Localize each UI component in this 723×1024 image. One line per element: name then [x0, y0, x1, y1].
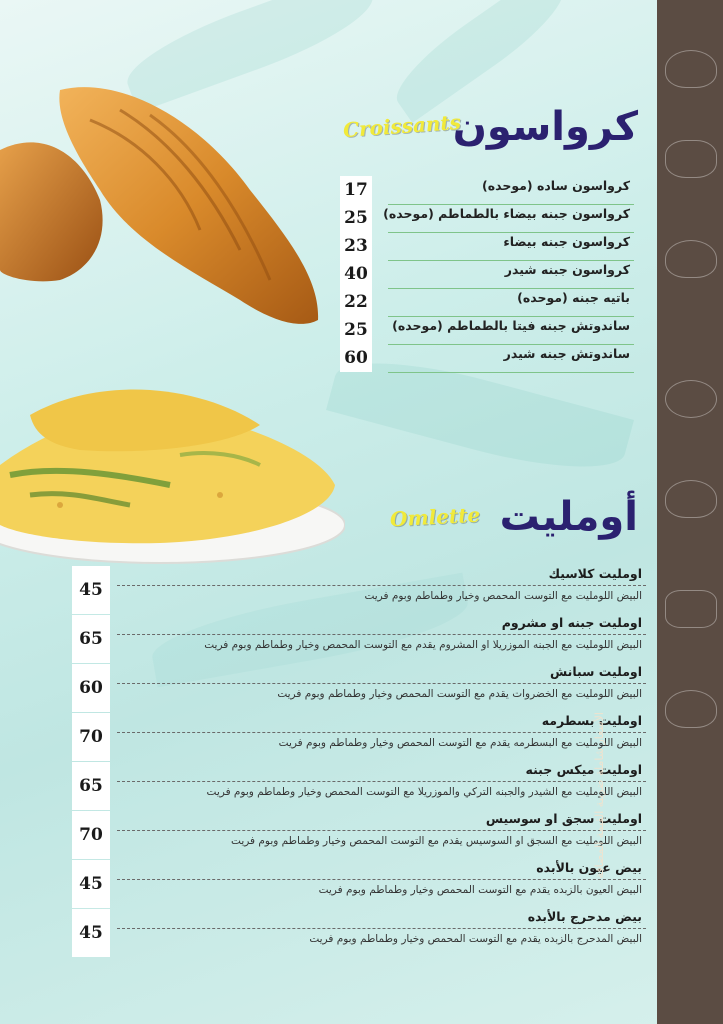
list-item	[72, 762, 652, 810]
list-item	[72, 615, 652, 663]
divider	[117, 634, 646, 635]
bread-doodle-icon	[665, 240, 717, 278]
item-name: كرواسون جبنه شيدر	[504, 262, 630, 277]
bread-doodle-icon	[665, 480, 717, 518]
list-item	[340, 260, 640, 288]
item-name: اومليت ميكس جبنه	[525, 762, 642, 777]
item-name: كرواسون جبنه بيضاء بالطماطم (موحده)	[383, 206, 630, 221]
divider	[117, 683, 646, 684]
bread-doodle-icon	[665, 50, 717, 88]
list-item	[72, 811, 652, 859]
item-price: 70	[72, 811, 110, 859]
item-description: البيض اللومليت مع الشيدر والجبنه التركي والموزريلا مع التوست المحمص وخيار وطماطم وبوم فريت	[206, 786, 642, 798]
list-item	[72, 713, 652, 761]
list-item	[72, 860, 652, 908]
item-price: 60	[340, 344, 372, 372]
list-item	[72, 664, 652, 712]
list-item	[340, 344, 640, 372]
item-name: بيض عيون بالأبده	[536, 860, 642, 875]
bread-doodle-icon	[665, 140, 717, 178]
item-name: ساندوتش جبنه شيدر	[503, 346, 630, 361]
list-item	[340, 316, 640, 344]
vat-note: الأسعار شاملة ضريبة القيمة المضافة	[593, 712, 606, 879]
item-price: 65	[72, 615, 110, 663]
item-name: اومليت سجق او سوسيس	[485, 811, 642, 826]
item-price: 60	[72, 664, 110, 712]
item-description: البيض اللومليت مع الخضروات يقدم مع التوست المحمص وخيار وطماطم وبوم فريت	[277, 688, 642, 700]
item-price: 25	[340, 316, 372, 344]
item-price: 45	[72, 860, 110, 908]
item-name: باتيه جبنه (موحده)	[517, 290, 630, 305]
item-price: 65	[72, 762, 110, 810]
item-price: 45	[72, 909, 110, 957]
divider	[117, 830, 646, 831]
side-strip	[657, 0, 723, 1024]
croissant-image	[0, 80, 330, 340]
item-description: البيض اللومليت مع البسطرمه يقدم مع التوست المحمص وخيار وطماطم وبوم فريت	[278, 737, 642, 749]
item-name: اومليت جبنه او مشروم	[501, 615, 642, 630]
cinnamon-roll-doodle-icon	[665, 380, 717, 418]
divider	[117, 732, 646, 733]
item-price: 17	[340, 176, 372, 204]
omelette-title-ar: أومليت	[499, 494, 638, 540]
divider	[117, 879, 646, 880]
bread-doodle-icon	[665, 690, 717, 728]
item-description: البيض اللومليت مع السجق او السوسيس يقدم مع التوست المحمص وخيار وطماطم وبوم فريت	[231, 835, 642, 847]
item-name: كرواسون جبنه بيضاء	[503, 234, 630, 249]
croissant-title-en: Croissants	[342, 109, 462, 143]
list-item	[340, 204, 640, 232]
item-price: 40	[340, 260, 372, 288]
item-price: 23	[340, 232, 372, 260]
omelette-image	[0, 375, 345, 565]
item-description: البيض اللومليت مع التوست المحمص وخيار وطماطم وبوم فريت	[364, 590, 642, 602]
list-item	[340, 176, 640, 204]
list-item	[340, 232, 640, 260]
divider	[117, 781, 646, 782]
item-price: 45	[72, 566, 110, 614]
divider	[117, 928, 646, 929]
bread-doodle-icon	[665, 590, 717, 628]
item-name: اومليت بسطرمه	[541, 713, 642, 728]
item-description: البيض العيون بالزبده يقدم مع التوست المحمص وخيار وطماطم وبوم فريت	[318, 884, 642, 896]
list-item	[72, 909, 652, 957]
croissant-title-ar: كرواسون	[452, 104, 638, 150]
divider	[117, 585, 646, 586]
list-item	[72, 566, 652, 614]
list-item	[340, 288, 640, 316]
omelette-title-en: Omlette	[389, 502, 481, 532]
divider	[388, 372, 634, 373]
item-name: بيض مدحرج بالأبده	[527, 909, 642, 924]
item-name: كرواسون ساده (موحده)	[482, 178, 630, 193]
item-name: اومليت كلاسيك	[548, 566, 642, 581]
item-description: البيض المدحرج بالزبده يقدم مع التوست المحمص وخيار وطماطم وبوم فريت	[309, 933, 642, 945]
item-price: 70	[72, 713, 110, 761]
item-price: 22	[340, 288, 372, 316]
item-description: البيض اللومليت مع الجبنه الموزريلا او المشروم يقدم مع التوست المحمص وخيار وطماطم وبوم فريت	[204, 639, 642, 651]
item-price: 25	[340, 204, 372, 232]
item-name: ساندوتش جبنه فيتا بالطماطم (موحده)	[392, 318, 630, 333]
item-name: اومليت سبانش	[549, 664, 642, 679]
